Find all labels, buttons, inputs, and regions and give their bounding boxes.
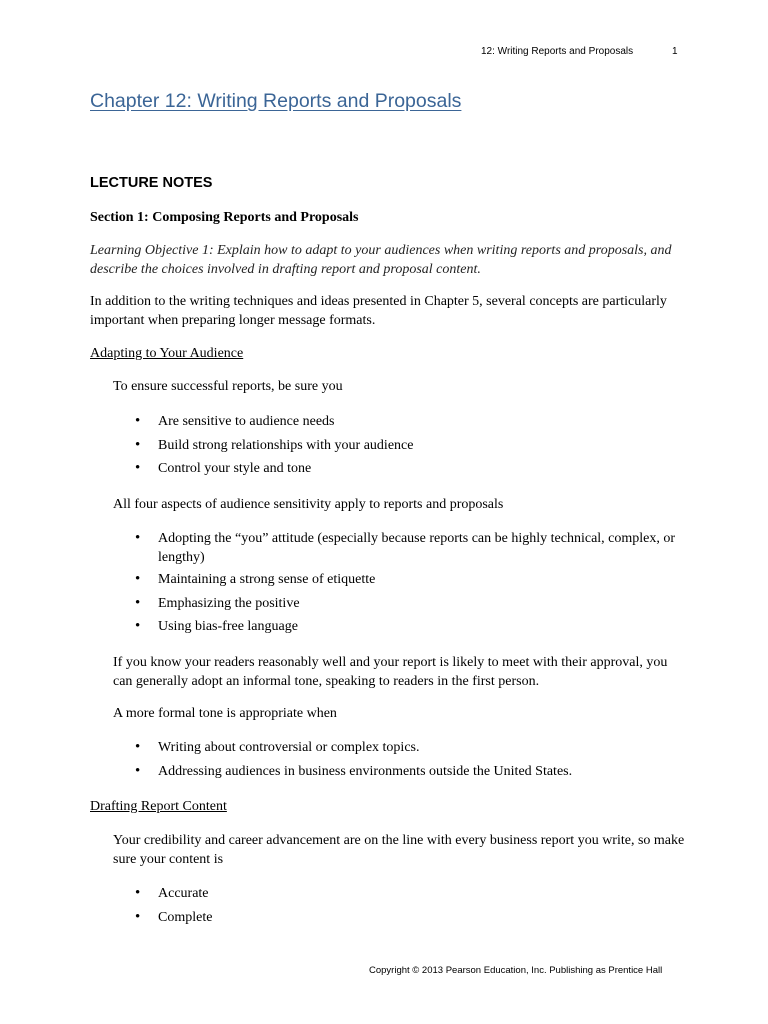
paragraph-line: Your credibility and career advancement are on the line with every business report you write, so make — [113, 833, 685, 848]
learning-objective-line: describe the choices involved in drafting report and proposal content. — [90, 262, 481, 277]
intro-paragraph — [90, 292, 667, 330]
formal-tone-lead: A more formal tone is appropriate when — [113, 706, 337, 721]
subheading-adapting: Adapting to Your Audience — [90, 346, 244, 361]
list-item: • Are sensitive to audience needs — [158, 412, 413, 436]
subheading-drafting: Drafting Report Content — [90, 799, 227, 814]
list-item: • Addressing audiences in business environments outside the United States. — [158, 762, 572, 781]
chapter-title: Chapter 12: Writing Reports and Proposals — [90, 90, 462, 112]
paragraph-line: important when preparing longer message formats. — [90, 313, 376, 328]
aspects-paragraph: All four aspects of audience sensitivity apply to reports and proposals — [113, 497, 504, 512]
paragraph-line: In addition to the writing techniques and ideas presented in Chapter 5, several concepts are particularly — [90, 294, 667, 309]
bullet-list-aspects — [158, 529, 675, 636]
list-item: • Complete — [158, 908, 212, 927]
copyright-footer: Copyright © 2013 Pearson Education, Inc. Publishing as Prentice Hall — [369, 965, 663, 976]
list-item: • Build strong relationships with your audience — [158, 436, 413, 460]
list-item: • Emphasizing the positive — [158, 594, 675, 618]
list-item: • Using bias-free language — [158, 617, 675, 636]
bullet-list-needs — [158, 412, 413, 478]
list-item-line: • Adopting the “you” attitude (especially because reports can be highly technical, complex, or — [158, 531, 676, 546]
bullet-list-formal — [158, 738, 572, 781]
paragraph-line: can generally adopt an informal tone, speaking to readers in the first person. — [113, 674, 540, 689]
list-item: • Writing about controversial or complex topics. — [158, 738, 572, 762]
paragraph-line: sure your content is — [113, 852, 224, 867]
informal-tone-paragraph — [113, 653, 667, 691]
list-item: • Control your style and tone — [158, 459, 413, 478]
list-item — [158, 529, 675, 570]
lecture-notes-heading: LECTURE NOTES — [90, 175, 213, 191]
bullet-list-content — [158, 884, 212, 927]
paragraph-line: If you know your readers reasonably well and your report is likely to meet with their approval, you — [113, 655, 668, 670]
list-item-line: lengthy) — [158, 550, 205, 565]
adapting-lead: To ensure successful reports, be sure you — [113, 379, 343, 394]
running-header-title: 12: Writing Reports and Proposals — [481, 46, 634, 57]
list-item: • Accurate — [158, 884, 212, 908]
page-number: 1 — [672, 46, 678, 57]
section-heading: Section 1: Composing Reports and Proposals — [90, 210, 359, 225]
learning-objective-line: Learning Objective 1: Explain how to adapt to your audiences when writing reports and proposals, and — [90, 243, 672, 258]
list-item: • Maintaining a strong sense of etiquette — [158, 570, 675, 594]
drafting-lead — [113, 831, 684, 869]
learning-objective — [90, 241, 671, 279]
